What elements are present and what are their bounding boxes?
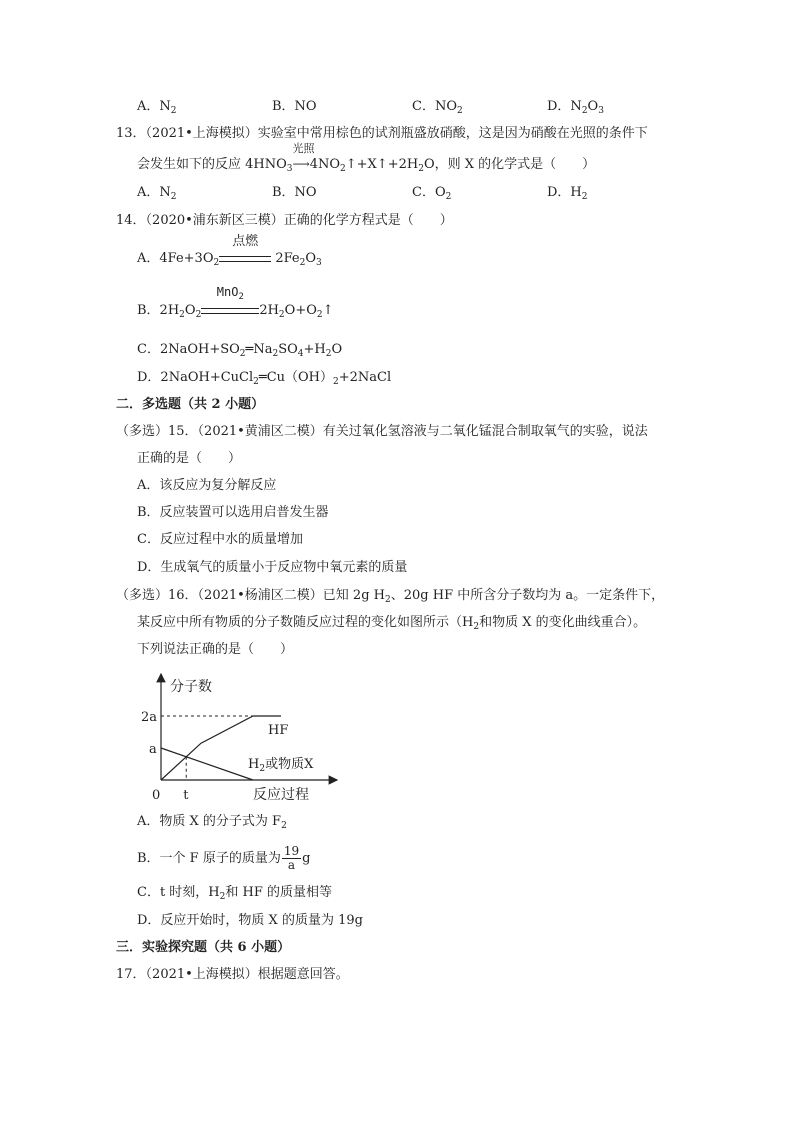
q14-option-a: A．$4Fe+3O_2$ 点燃 $2Fe_2O_3$: [137, 234, 322, 268]
section-2-title: 二．多选题（共 2 小题）: [116, 397, 265, 412]
q12-option-d: D．$N_2O_3$: [547, 99, 604, 116]
q13-stem-line1: 13．（2021•上海模拟）实验室中常用棕色的试剂瓶盛放硝酸，这是因为硝酸在光照的条件下: [116, 126, 648, 141]
q14-option-c: C．$2NaOH+SO_2═Na_2SO_4+H_2O$: [137, 342, 343, 359]
chart-label-h2-x: $H_2$或物质X: [248, 757, 314, 774]
section-3-title: 三．实验探究题（共 6 小题）: [116, 940, 291, 955]
q16-stem-line1: （多选）16．（2021•杨浦区二模）已知 2g $H_2$、20g HF 中所含分子数均为 a。一定条件下，: [116, 588, 665, 605]
q13-reaction-arrow: 光照 ⟶: [292, 142, 315, 171]
q15-option-b: B．反应装置可以选用启普发生器: [137, 505, 329, 520]
q17-stem: 17．（2021•上海模拟）根据题意回答。: [116, 967, 349, 982]
q13-option-a: A．$N_2$: [137, 185, 177, 202]
q16-stem-line2: 某反应中所有物质的分子数随反应过程的变化如图所示（$H_2$和物质 X 的变化曲线重合）。: [137, 615, 647, 632]
q15-option-c: C．反应过程中水的质量增加: [137, 532, 303, 547]
chart-ytick-2a: 2a: [141, 710, 158, 725]
chart-origin-label: 0: [152, 788, 161, 803]
q12-option-c: C．$NO_2$: [412, 99, 463, 116]
q13-option-d: D．$H_2$: [547, 185, 588, 202]
q16-option-c: C．t 时刻，$H_2$和 HF 的质量相等: [137, 885, 332, 902]
q16-option-a: A．物质 X 的分子式为 $F_2$: [137, 814, 287, 831]
q16-b-fraction: $\frac{19}{a}$: [283, 844, 300, 872]
q12-option-a: A．$N_2$: [137, 99, 177, 116]
chart-xtick-t: t: [183, 788, 189, 803]
chart-label-hf: HF: [268, 723, 289, 738]
q13-stem-line2: 会发生如下的反应 $4HNO_3$ 光照 $⟶4NO_2↑+X↑+2H_2O$，则 X 的化学式是（ ）: [137, 142, 596, 174]
q15-option-d: D．生成氧气的质量小于反应物中氧元素的质量: [137, 560, 408, 575]
q14-stem: 14．（2020•浦东新区三模）正确的化学方程式是（ ）: [116, 213, 453, 228]
q13-option-c: C．$O_2$: [412, 185, 452, 202]
q16-stem-line3: 下列说法正确的是（ ）: [137, 642, 294, 657]
chart-series-h2-x: [161, 748, 253, 780]
q14-b-condition: MnO$_2$: [201, 302, 259, 320]
q14-option-d: D．$2NaOH+CuCl_2═Cu(OH)_2+2NaCl$: [137, 370, 392, 387]
q13-option-b: B．NO: [272, 185, 317, 200]
chart-x-label: 反应过程: [253, 787, 309, 803]
q16-option-d: D．反应开始时，物质 X 的质量为 19g: [137, 913, 363, 928]
q12-option-b: B．NO: [272, 99, 317, 114]
q16-option-b: B．一个 F 原子的质量为 $\frac{19}{a}$ g: [137, 844, 311, 872]
q14-option-b: B．$2H_2O_2$ MnO$_2$ $2H_2O+O_2↑$: [137, 285, 334, 320]
q15-stem-line2: 正确的是（ ）: [137, 451, 242, 466]
q16-chart: [140, 668, 340, 808]
q15-option-a: A．该反应为复分解反应: [137, 478, 277, 493]
q14-a-condition: 点燃: [219, 250, 271, 268]
chart-ytick-a: a: [149, 742, 157, 757]
chart-y-label: 分子数: [170, 679, 212, 695]
q15-stem-line1: （多选）15．（2021•黄浦区二模）有关过氧化氢溶液与二氧化锰混合制取氧气的实验，说法: [116, 424, 648, 439]
